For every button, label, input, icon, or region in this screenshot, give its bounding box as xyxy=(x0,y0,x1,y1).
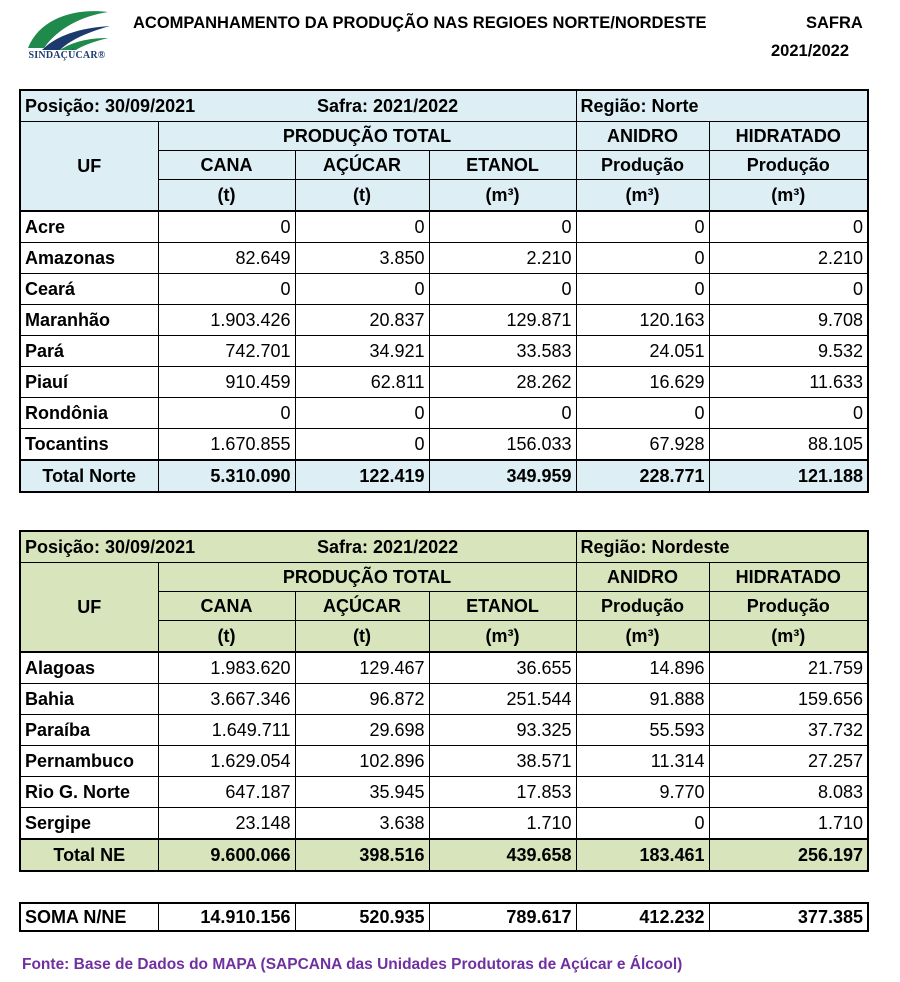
page-title: ACOMPANHAMENTO DA PRODUÇÃO NAS REGIOES NORTE/NORDESTE xyxy=(133,14,707,32)
soma-row: SOMA N/NE 14.910.156 520.935 789.617 412.232 377.385 xyxy=(20,903,868,931)
unit-cana: (t) xyxy=(158,621,295,653)
total-row: Total NE 9.600.066 398.516 439.658 183.461 256.197 xyxy=(20,839,868,871)
table-row: Piauí 910.459 62.811 28.262 16.629 11.633 xyxy=(20,367,868,398)
total-row: Total Norte 5.310.090 122.419 349.959 228.771 121.188 xyxy=(20,460,868,492)
col-anidro-producao: Produção xyxy=(576,151,709,180)
unit-anidro: (m³) xyxy=(576,180,709,212)
table-soma xyxy=(19,902,869,932)
source-note: Fonte: Base de Dados do MAPA (SAPCANA das Unidades Produtoras de Açúcar e Álcool) xyxy=(22,956,683,973)
table-row: Pará 742.701 34.921 33.583 24.051 9.532 xyxy=(20,336,868,367)
col-hidratado: HIDRATADO xyxy=(709,122,868,151)
safra-text: Safra: 2021/2022 xyxy=(295,531,576,563)
table-regiao-norte xyxy=(19,89,869,493)
logo-text: SINDAÇÚCAR® xyxy=(28,50,106,61)
regiao-label: Região: Norte xyxy=(576,90,868,122)
col-producao-total: PRODUÇÃO TOTAL xyxy=(158,563,576,592)
unit-acucar: (t) xyxy=(295,621,429,653)
col-producao-total: PRODUÇÃO TOTAL xyxy=(158,122,576,151)
col-hidratado-producao: Produção xyxy=(709,151,868,180)
col-uf: UF xyxy=(20,122,158,212)
col-cana: CANA xyxy=(158,592,295,621)
safra-text: Safra: 2021/2022 xyxy=(295,90,576,122)
regiao-label: Região: Nordeste xyxy=(576,531,868,563)
col-acucar: AÇÚCAR xyxy=(295,151,429,180)
unit-cana: (t) xyxy=(158,180,295,212)
table-row: Rio G. Norte 647.187 35.945 17.853 9.770 8.083 xyxy=(20,777,868,808)
table-row: Alagoas 1.983.620 129.467 36.655 14.896 21.759 xyxy=(20,652,868,684)
unit-hidratado: (m³) xyxy=(709,621,868,653)
safra-label: SAFRA xyxy=(806,14,863,32)
table-row: Ceará 0 0 0 0 0 xyxy=(20,274,868,305)
col-anidro-producao: Produção xyxy=(576,592,709,621)
soma-label: SOMA N/NE xyxy=(20,903,158,931)
table-row: Maranhão 1.903.426 20.837 129.871 120.163 9.708 xyxy=(20,305,868,336)
col-hidratado-producao: Produção xyxy=(709,592,868,621)
total-label: Total Norte xyxy=(20,460,158,492)
table-row: Tocantins 1.670.855 0 156.033 67.928 88.105 xyxy=(20,429,868,461)
col-etanol: ETANOL xyxy=(429,151,576,180)
safra-year: 2021/2022 xyxy=(771,42,849,60)
unit-acucar: (t) xyxy=(295,180,429,212)
unit-etanol: (m³) xyxy=(429,180,576,212)
col-hidratado: HIDRATADO xyxy=(709,563,868,592)
posicao-label: Posição: 30/09/2021 xyxy=(20,90,295,122)
table-row: Pernambuco 1.629.054 102.896 38.571 11.314 27.257 xyxy=(20,746,868,777)
table-row: Acre 0 0 0 0 0 xyxy=(20,211,868,243)
unit-hidratado: (m³) xyxy=(709,180,868,212)
table-row: Sergipe 23.148 3.638 1.710 0 1.710 xyxy=(20,808,868,840)
total-label: Total NE xyxy=(20,839,158,871)
table-row: Rondônia 0 0 0 0 0 xyxy=(20,398,868,429)
table-regiao-nordeste xyxy=(19,530,869,872)
col-etanol: ETANOL xyxy=(429,592,576,621)
col-uf: UF xyxy=(20,563,158,653)
table-row: Bahia 3.667.346 96.872 251.544 91.888 159.656 xyxy=(20,684,868,715)
table-row: Amazonas 82.649 3.850 2.210 0 2.210 xyxy=(20,243,868,274)
unit-etanol: (m³) xyxy=(429,621,576,653)
table-row: Paraíba 1.649.711 29.698 93.325 55.593 37.732 xyxy=(20,715,868,746)
col-anidro: ANIDRO xyxy=(576,563,709,592)
col-cana: CANA xyxy=(158,151,295,180)
unit-anidro: (m³) xyxy=(576,621,709,653)
posicao-label: Posição: 30/09/2021 xyxy=(20,531,295,563)
col-acucar: AÇÚCAR xyxy=(295,592,429,621)
col-anidro: ANIDRO xyxy=(576,122,709,151)
